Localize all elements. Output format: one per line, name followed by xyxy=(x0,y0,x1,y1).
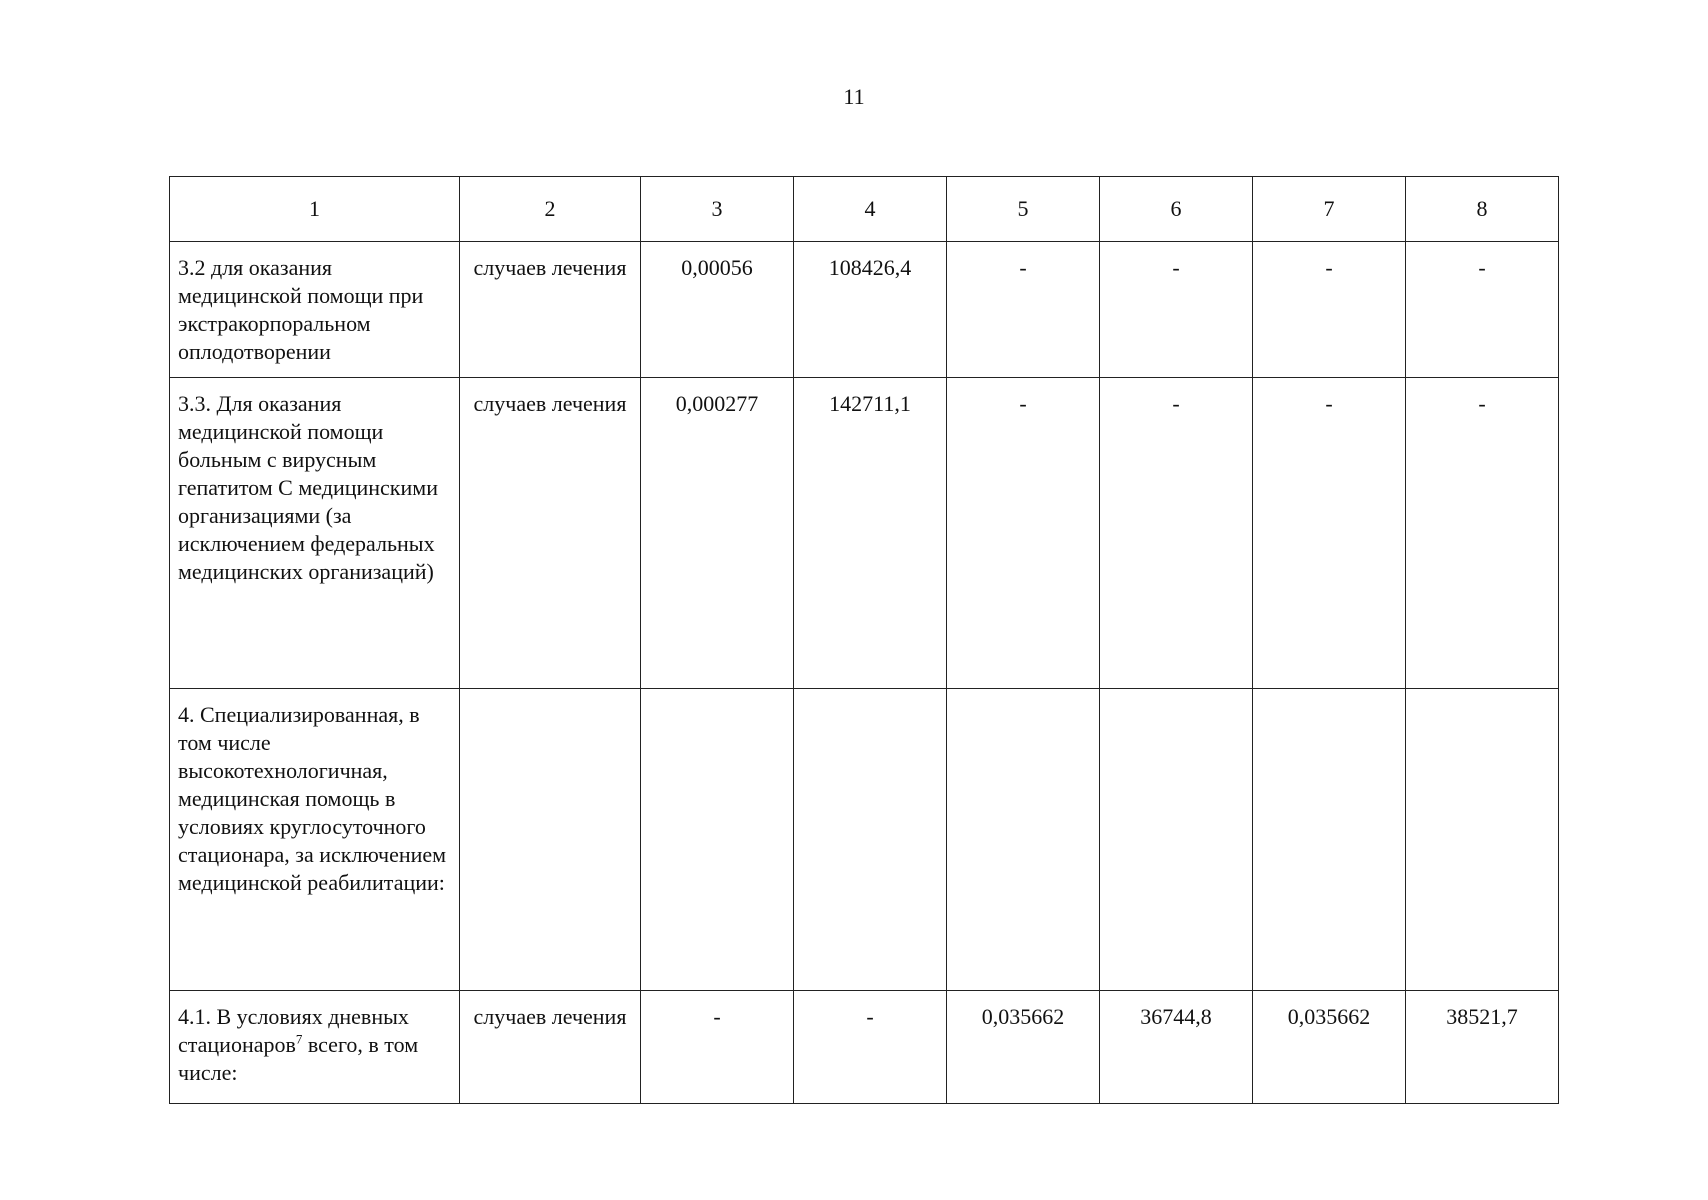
unit-cell: случаев лечения xyxy=(460,991,641,1104)
row-label-text: всего, в том числе: xyxy=(178,1032,419,1085)
value-cell xyxy=(1100,689,1253,991)
value-cell: - xyxy=(1253,242,1406,378)
value-cell xyxy=(641,689,794,991)
value-cell: 36744,8 xyxy=(1100,991,1253,1104)
value-cell xyxy=(1406,689,1559,991)
column-header: 3 xyxy=(641,177,794,242)
column-header: 2 xyxy=(460,177,641,242)
page-number: 11 xyxy=(843,84,865,109)
value-cell: 142711,1 xyxy=(794,378,947,689)
row-label xyxy=(170,991,460,1104)
table-row xyxy=(170,991,1559,1104)
value-cell: - xyxy=(947,378,1100,689)
footnote-marker: 7 xyxy=(295,1031,303,1047)
column-header: 4 xyxy=(794,177,947,242)
row-label: 3.3. Для оказания медицинской помощи больным с вирусным гепатитом С медицинскими организациями (за исключением федеральных медицинских организаций) xyxy=(170,378,460,689)
value-cell: - xyxy=(947,242,1100,378)
row-label: 3.2 для оказания медицинской помощи при экстракорпоральном оплодотворении xyxy=(170,242,460,378)
unit-cell: случаев лечения xyxy=(460,378,641,689)
value-cell xyxy=(1253,689,1406,991)
column-header: 7 xyxy=(1253,177,1406,242)
value-cell: 0,00056 xyxy=(641,242,794,378)
value-cell: 38521,7 xyxy=(1406,991,1559,1104)
row-label: 4. Специализированная, в том числе высокотехнологичная, медицинская помощь в условиях круглосуточного стационара, за исключением медицинской реабилитации: xyxy=(170,689,460,991)
value-cell: - xyxy=(1253,378,1406,689)
value-cell: - xyxy=(1100,242,1253,378)
column-header: 8 xyxy=(1406,177,1559,242)
column-header: 6 xyxy=(1100,177,1253,242)
value-cell: - xyxy=(794,991,947,1104)
table-row xyxy=(170,378,1559,689)
unit-cell xyxy=(460,689,641,991)
value-cell: 0,035662 xyxy=(1253,991,1406,1104)
column-header: 5 xyxy=(947,177,1100,242)
table-row xyxy=(170,242,1559,378)
value-cell xyxy=(947,689,1100,991)
value-cell xyxy=(794,689,947,991)
value-cell: 108426,4 xyxy=(794,242,947,378)
value-cell: - xyxy=(1406,242,1559,378)
header-row xyxy=(170,177,1559,242)
value-cell: - xyxy=(641,991,794,1104)
value-cell: 0,000277 xyxy=(641,378,794,689)
value-cell: - xyxy=(1406,378,1559,689)
unit-cell: случаев лечения xyxy=(460,242,641,378)
value-cell: - xyxy=(1100,378,1253,689)
value-cell: 0,035662 xyxy=(947,991,1100,1104)
row-label-text: 4.1. В условиях дневных стационаров xyxy=(178,1004,409,1057)
data-table xyxy=(169,176,1559,1104)
column-header: 1 xyxy=(170,177,460,242)
table-row xyxy=(170,689,1559,991)
